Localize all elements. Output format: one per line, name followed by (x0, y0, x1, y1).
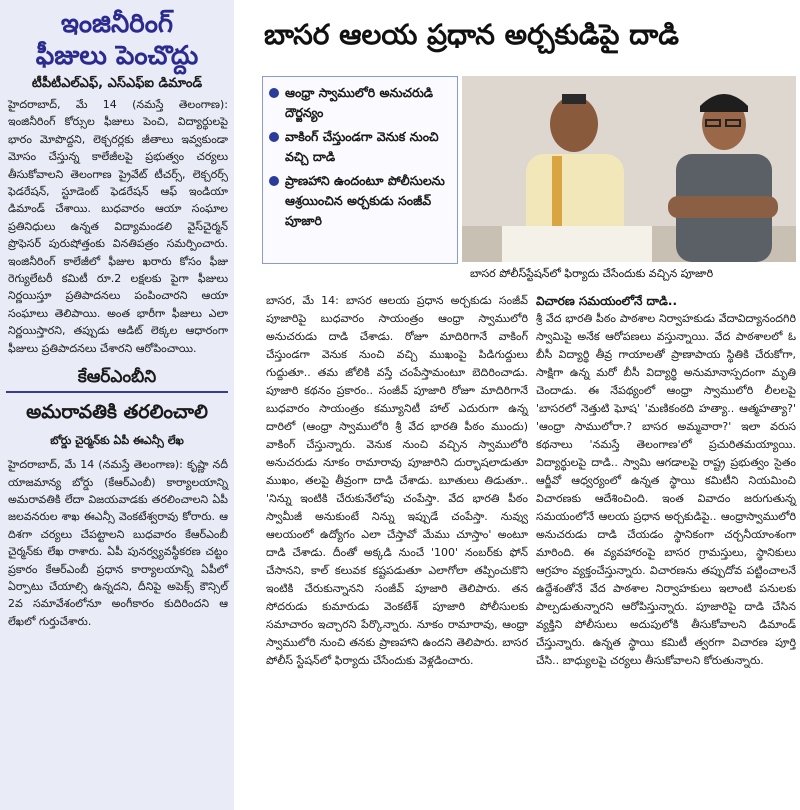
highlight-text: ఆంధ్రా స్వాములోరి అనుచరుడి దౌర్జన్యం (285, 85, 434, 120)
left-headline2: కేఆర్ఎంబీని (77, 367, 157, 388)
highlight-text: వాకింగ్ చేస్తుండగా వెనుక నుంచి వచ్చి దాడి (285, 129, 439, 164)
column-body: శ్రీ వేద భారతి పీఠం పాఠశాల నిర్వాహకుడు వేదావిద్యానందగిరి స్వామిపై అనేక ఆరోపణలు వస్తున్నాయి. వేద పాఠశాలలో ఓ బీసీ విద్యార్థి తీవ్ర గాయాలతో ప్రాణాపాయ స్థితికి చేరుకోగా, సాక్షిగా ఉన్న మరో బీసీ విద్యార్థి అనుమానాస్పదంగా మృతి చెందాడు. ఈ నేపథ్యంలో ఆంధ్రా స్వాములోరి లీలలపై 'బాసరలో నెత్తుటి ఘోష' 'మణికంఠది హత్యా.. ఆత్మహత్యా?' 'ఆంధ్రా సాములోరా.? బాసర అమ్మవారా?' ఇలా వరుస కథనాలు 'నమస్తే తెలంగాణ'లో ప్రచురితమయ్యాయి. విద్యార్థులపై దాడి.. స్వామి ఆగడాలపై రాష్ట్ర ప్రభుత్వం సైతం ఆర్జీవో ఆధ్వర్యంలో ఉన్నత స్థాయి కమిటీని నియమించి విచారణకు ఆదేశించింది. ఇంత వివాదం జరుగుతున్న సమయంలోనే ఆలయ ప్రధాన అర్చకుడిపై.. ఆంధ్రాస్వాములోరి అనుచరుడు దాడి చేయడం స్థానికంగా చర్చనీయాంశంగా మారింది. ఈ వ్యవహారంపై బాసర గ్రామస్తులు, స్థానికులు ఆగ్రహం వ్యక్తంచేస్తున్నారు. విచారణను తప్పుదోవ పట్టించాలనే ఉద్దేశంతోనే వేద పాఠశాల నిర్వాహకులు ఇలాంటి పనులకు పాల్పడుతున్నారని ఆరోపిస్తున్నారు. పూజారిపై దాడి చేసిన వ్యక్తిని పోలీసులు అదుపులోకి తీసుకోవాలని డిమాండ్ చేస్తున్నారు. ఉన్నత స్థాయి కమిటీ త్వరగా విచారణ పూర్తి చేసి.. బాధ్యులపై చర్యలు తీసుకోవాలని కోరుతున్నారు. (536, 312, 796, 667)
highlight-text: ప్రాణహాని ఉందంటూ పోలీసులను ఆశ్రయించిన అర్చకుడు సంజీవ్ పూజారి (285, 173, 445, 228)
photo-illustration (462, 76, 796, 262)
bullet-icon (269, 176, 279, 186)
highlight-item (267, 171, 453, 231)
left-subhead2: బోర్డు చైర్మన్‌కు ఏపీ ఈఎన్సీ లేఖ (50, 434, 184, 448)
left-subhead: టీపీటీఎల్ఎఫ్, ఎస్ఎఫ్ఐ డిమాండ్ (31, 76, 203, 91)
bullet-icon (269, 88, 279, 98)
article-column-1: బాసర, మే 14: బాసర ఆలయ ప్రధాన అర్చకుడు సంజీవ్ పూజారిపై బుధవారం సాయంత్రం ఆంధ్రా స్వాములోరి అనుచరుడు దాడి చేశాడు. రోజూ మాదిరిగానే వాకింగ్ చేస్తుండగా వెనుక నుంచి వచ్చి ముఖంపై పిడిగుద్దులు గుద్దుతూ.. తమ జోలికి వస్తే చంపేస్తామంటూ బెదిరించాడు. పూజారి కథనం ప్రకారం.. సంజీవ్ పూజారి రోజూ మాదిరిగానే బుధవారం సాయంత్రం కమ్యూనిటీ హాల్ ఎదురుగా ఉన్న దారిలో (ఆంధ్రా స్వాములోరి శ్రీ వేద భారతి పీఠం ముందు) వాకింగ్ చేస్తున్నారు. వెనుక నుంచి వచ్చిన స్వాములోరి అనుచరుడు నూకం రామారావు పూజారిని దుర్భాషలాడుతూ ముఖం, తలపై తీవ్రంగా దాడి చేశాడు. బూతులు తిడుతూ.. 'నిన్ను ఇంటికి చేరుకునేలోపు చంపేస్తా. వేద భారతి పీఠం స్వామీజీ అనుకుంటే నిన్ను ఇప్పుడే చంపేస్తా. నువ్వు ఆలయంలో ఉద్యోగం ఎలా చేస్తావో మేము చూస్తాం' అంటూ దాడి చేశాడు. దీంతో అక్కడి నుంచే '100' నంబర్‌కు ఫోన్ చేసానని, కాల్ కలువక కష్టపడుతూ ఎలాగోలా తప్పించుకొని ఇంటికి చేరుకున్నానని సంజీవ్ పూజారి తెలిపారు. తన సోదరుడు కుమారుడు వెంకటేశ్ పూజారి పోలీసులకు సమాచారం ఇచ్చారని పేర్కొన్నారు. నూకం రామారావు, ఆంధ్రా స్వాములోరి నుంచి తనకు ప్రాణహాని ఉందని తెలిపారు. బాసర పోలీస్ స్టేషన్‌లో ఫిర్యాదు చేసేందుకు వెళ్లడించారు. (266, 294, 528, 667)
left-headline-line1: ఇంజినీరింగ్ (60, 9, 174, 39)
left-news-column (0, 0, 234, 810)
left-headline-line2: ఫీజులు పెంచొద్దు (35, 41, 199, 71)
highlights-box (262, 76, 458, 264)
main-headline: బాసర ఆలయ ప్రధాన అర్చకుడిపై దాడి (264, 18, 680, 51)
photo-caption: బాసర పోలీస్‌స్టేషన్‌లో ఫిర్యాదు చేసేందుకు వచ్చిన పూజారి (470, 267, 714, 280)
news-photo (462, 76, 796, 262)
column-subhead: విచారణ సమయంలోనే దాడి.. (536, 294, 678, 308)
left-headline3: అమరావతికి తరలించాలి (26, 401, 208, 424)
left-body2: హైదరాబాద్, మే 14 (నమస్తే తెలంగాణ): కృష్ణా నదీ యాజమాన్య బోర్డు (కేఆర్ఎంబీ) కార్యాలయాన్ని అమరావతికి లేదా విజయవాడకు తరలించాలని ఏపీ జలవనరుల శాఖ ఈఎన్సీ వెంకటేశ్వరావు కోరారు. ఆ దిశగా చర్యలు చేపట్టాలని బుధవారం కేఆర్ఎంబీ చైర్మన్‌కు లేఖ రాశారు. ఏపీ పునర్వ్యవస్థీకరణ చట్టం ప్రకారం కేఆర్ఎంబీ ప్రధాన కార్యాలయాన్ని ఏపీలో ఏర్పాటు చేయాల్సి ఉన్నదని, దీనిపై అపెక్స్ కౌన్సిల్ 2వ సమావేశంలోనూ అంగీకారం కుదిరిందని ఆ లేఖలో గుర్తుచేశారు. (8, 458, 228, 628)
highlight-item (267, 127, 453, 167)
article-column-2 (536, 292, 796, 670)
left-body: హైదరాబాద్, మే 14 (నమస్తే తెలంగాణ): ఇంజినీరింగ్ కోర్సుల ఫీజులు పెంచి, విద్యార్థులపై భారం మోపొద్దని, లెక్చరర్లకు జీతాలు ఇవ్వకుండా మోసం చేస్తున్న కాలేజీలపై ప్రభుత్వం చర్యలు తీసుకోవాలని తెలంగాణ ప్రైవేట్ టీచర్స్, లెక్చరర్స్ ఫెడరేషన్, స్టూడెంట్ ఫెడరేషన్ ఆఫ్ ఇండియా డిమాండ్ చేశాయి. బుధవారం ఆయా సంఘాల ప్రతినిధులు ఉన్నత విద్యామండలి వైస్‌చైర్మన్ ప్రొఫెసర్ పురుషోత్తంకు వినతిపత్రం సమర్పించారు. ఇంజినీరింగ్ కాలేజీలో ఫీజుల ఖరారు కోసం ఫీజు రెగ్యులేటరీ కమిటీ రూ.2 లక్షలకు పైగా ఫీజులు నిర్ణయిస్తూ ప్రతిపాదనలు పంపించారని ఆయా సంఘాలు తెలిపాయి. అంత భారీగా ఫీజులు ఎలా నిర్ణయిస్తారని, తప్పుడు ఆడిట్ లెక్కల ఆధారంగా ఫీజులు ప్రతిపాదనలు చేశారని ఆరోపించాయి. (8, 98, 228, 355)
highlight-item (267, 83, 453, 123)
divider (6, 391, 228, 393)
bullet-icon (269, 132, 279, 142)
